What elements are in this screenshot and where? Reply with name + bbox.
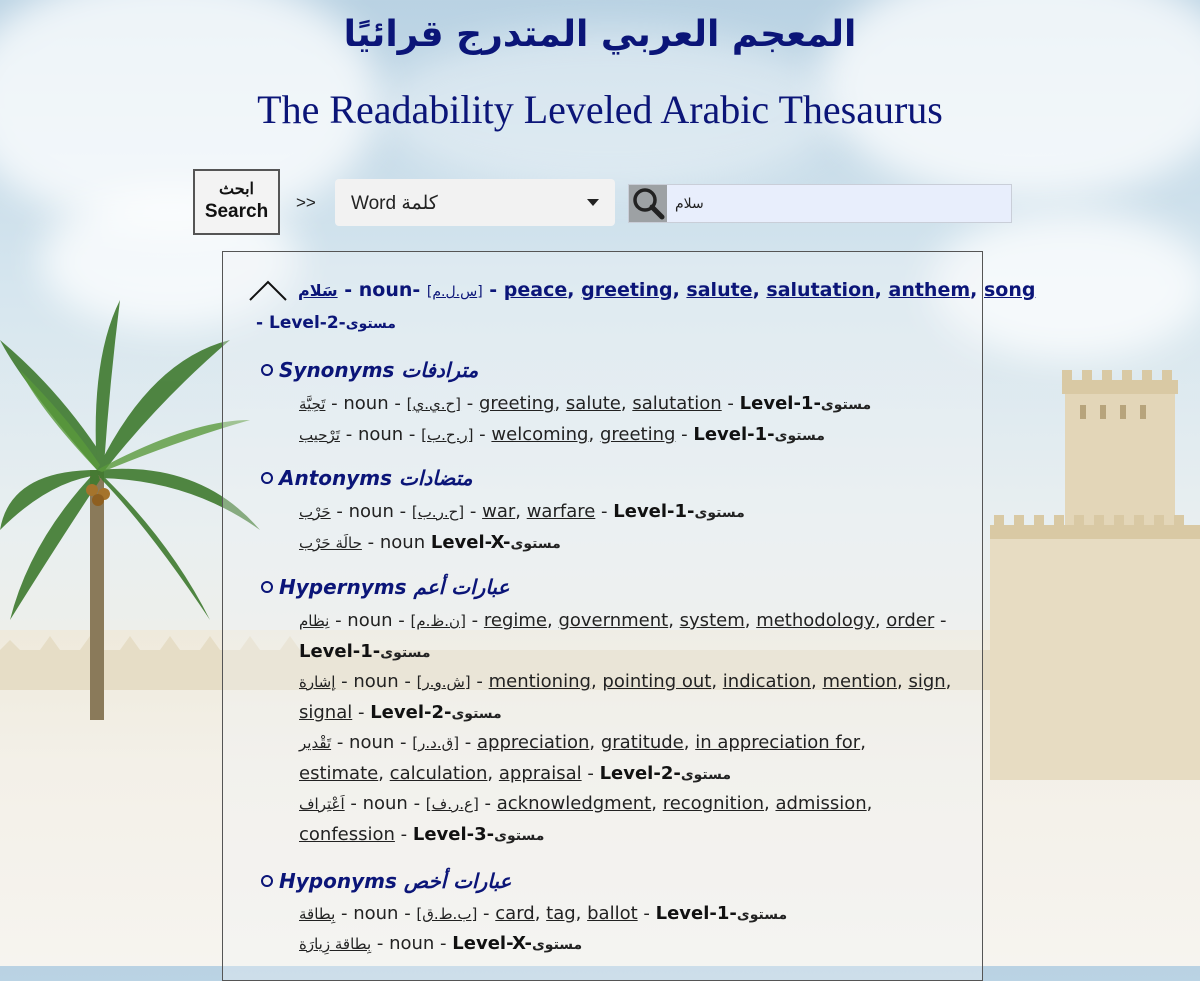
list-item-continued: estimate, calculation, appraisal - Level-2-مستوى [299, 763, 732, 784]
fort-tower-image [990, 360, 1200, 780]
entry-level-ar: مستوى [345, 316, 396, 332]
meaning-link[interactable]: welcoming [491, 424, 589, 445]
search-button[interactable] [193, 169, 280, 235]
list-item: تَحِيَّة - noun - [ح.ي.ي] - greeting, salute, salutation - Level-1-مستوى [299, 393, 872, 414]
results-panel [222, 251, 1036, 981]
meaning-link[interactable]: gratitude [600, 732, 684, 753]
meaning-link[interactable]: sign [908, 671, 946, 692]
entry-pos: noun [358, 279, 413, 301]
level-label: Level-1- [693, 424, 775, 445]
list-item: حالَة حَرْب - noun Level-X-مستوى [299, 532, 561, 553]
entry-headline: سَلام - noun- [س.ل.م] - peace, greeting, salute, salutation, anthem, song [298, 279, 1036, 301]
pos-label: noun [379, 532, 426, 553]
meaning-link[interactable]: appraisal [498, 763, 582, 784]
root-link[interactable]: [ب.ط.ق] [416, 905, 478, 923]
word-link[interactable]: تَقْدير [299, 734, 332, 752]
entry-meaning[interactable]: greeting [581, 279, 673, 301]
meaning-link[interactable]: card [495, 903, 535, 924]
list-item: اَعْتِراف - noun - [ع.ر.ف] - acknowledgment, recognition, admission, [299, 793, 873, 814]
root-link[interactable]: [ح.ي.ي] [406, 395, 462, 413]
root-link[interactable]: [ع.ر.ف] [425, 795, 479, 813]
search-icon[interactable] [629, 185, 667, 222]
root-link[interactable]: [ر.ح.ب] [421, 426, 474, 444]
level-ar: مستوى [531, 937, 583, 953]
section-title-ar: مترادفات [401, 358, 479, 382]
level-ar: مستوى [694, 505, 745, 521]
root-link[interactable]: [ن.ظ.م] [410, 612, 466, 630]
search-input[interactable] [669, 185, 1009, 222]
meaning-link[interactable]: appreciation [477, 732, 590, 753]
level-label: Level-2- [370, 702, 452, 723]
level-ar: مستوى [736, 907, 788, 923]
entry-level: - Level-2-مستوى [256, 313, 396, 333]
search-box [628, 184, 1012, 223]
meaning-link[interactable]: government [558, 610, 669, 631]
search-mode-select[interactable] [335, 179, 615, 226]
meaning-link[interactable]: pointing out [602, 671, 712, 692]
section-title-ar: متضادات [399, 466, 473, 490]
word-link[interactable]: اَعْتِراف [299, 795, 345, 813]
meaning-link[interactable]: tag [546, 903, 576, 924]
meaning-link[interactable]: admission [775, 793, 867, 814]
meaning-link[interactable]: confession [299, 824, 395, 845]
meaning-link[interactable]: methodology [756, 610, 875, 631]
list-item: حَرْب - noun - [ح.ر.ب] - war, warfare - Level-1-مستوى [299, 501, 745, 522]
meaning-link[interactable]: ballot [587, 903, 638, 924]
root-link[interactable]: [ش.و.ر] [416, 673, 471, 691]
level-ar: مستوى [820, 397, 872, 413]
level-label: Level-3- [412, 824, 495, 845]
meaning-link[interactable]: estimate [299, 763, 379, 784]
word-link[interactable]: حالَة حَرْب [299, 534, 362, 552]
word-link[interactable]: إشارة [299, 673, 336, 691]
collapse-caret-icon[interactable] [248, 278, 288, 302]
list-item: إشارة - noun - [ش.و.ر] - mentioning, pointing out, indication, mention, sign, [299, 671, 952, 692]
section-title-ar: عبارات أعم [413, 575, 510, 599]
section-title-en: Hyponyms [279, 869, 397, 893]
pos-label: noun [353, 671, 399, 692]
search-button-label-en: Search [204, 201, 269, 223]
meaning-link[interactable]: calculation [389, 763, 488, 784]
list-item: بِطاقة زِيارَة - noun - Level-X-مستوى [299, 933, 583, 954]
entry-meaning[interactable]: salute [686, 279, 753, 301]
section-title-en: Hypernyms [279, 575, 407, 599]
level-label: Level-1- [613, 501, 695, 522]
pos-label: noun [349, 732, 395, 753]
level-label: Level-1- [739, 393, 821, 414]
meaning-link[interactable]: regime [483, 610, 548, 631]
list-item-continued: signal - Level-2-مستوى [299, 702, 502, 723]
level-ar: مستوى [451, 706, 502, 722]
meaning-link[interactable]: in appreciation for [695, 732, 861, 753]
section-hypernyms-heading [261, 575, 509, 599]
pos-label: noun [389, 933, 435, 954]
word-link[interactable]: تَرْحيب [299, 426, 340, 444]
root-link[interactable]: [ق.د.ر] [412, 734, 460, 752]
pos-label: noun [357, 424, 404, 445]
list-item-continued [299, 641, 431, 662]
site-title-english: The Readability Leveled Arabic Thesaurus [257, 87, 943, 132]
level-label: Level-2- [599, 763, 681, 784]
level-label: Level-1- [655, 903, 737, 924]
word-link[interactable]: بِطاقة زِيارَة [299, 935, 372, 953]
chevron-down-icon [587, 199, 599, 206]
section-title-en: Synonyms [279, 358, 395, 382]
pos-label: noun [353, 903, 399, 924]
pos-label: noun [343, 393, 389, 414]
pos-label: noun [347, 610, 393, 631]
level-ar: مستوى [774, 428, 825, 444]
list-item: بِطاقة - noun - [ب.ط.ق] - card, tag, ballot - Level-1-مستوى [299, 903, 788, 924]
entry-level-value: Level-2- [268, 313, 346, 333]
level-label: Level-1- [299, 641, 381, 662]
word-link[interactable]: نِظام [299, 612, 330, 630]
section-antonyms-heading [261, 466, 473, 490]
meaning-link[interactable]: salute [565, 393, 621, 414]
section-synonyms-heading [261, 358, 478, 382]
bullet-icon [261, 472, 273, 484]
list-item: تَرْحيب - noun - [ر.ح.ب] - welcoming, greeting - Level-1-مستوى [299, 424, 825, 445]
level-ar: مستوى [494, 828, 545, 844]
meaning-link[interactable]: order [886, 610, 935, 631]
level-ar: مستوى [510, 536, 561, 552]
arrows-indicator: >> [296, 193, 316, 212]
meaning-link[interactable]: mentioning [488, 671, 591, 692]
meaning-link[interactable]: greeting [478, 393, 555, 414]
entry-meaning[interactable]: peace [503, 279, 568, 301]
root-link[interactable]: [ح.ر.ب] [411, 503, 465, 521]
search-mode-value: Word كلمة [351, 193, 438, 214]
meaning-link[interactable]: greeting [599, 424, 676, 445]
entry-root[interactable]: [س.ل.م] [426, 284, 483, 300]
search-button-label-ar: ابحث [219, 181, 254, 199]
level-label: Level-X- [452, 933, 532, 954]
level-ar: مستوى [380, 645, 431, 661]
pos-label: noun [362, 793, 408, 814]
word-link[interactable]: حَرْب [299, 503, 331, 521]
bullet-icon [261, 875, 273, 887]
meaning-link[interactable]: signal [299, 702, 353, 723]
meaning-link[interactable]: system [679, 610, 745, 631]
pos-label: noun [348, 501, 394, 522]
word-link[interactable]: بِطاقة [299, 905, 336, 923]
level-ar: مستوى [680, 767, 732, 783]
meaning-link[interactable]: salutation [632, 393, 722, 414]
level-label: Level-X- [430, 532, 511, 553]
section-title-ar: عبارات أخص [403, 869, 512, 893]
list-item: نِظام - noun - [ن.ظ.م] - regime, government, system, methodology, order - [299, 610, 947, 631]
section-hyponyms-heading [261, 869, 511, 893]
meaning-link[interactable]: war [482, 501, 516, 522]
site-title-arabic: المعجم العربي المتدرج قرائيًا [343, 14, 857, 55]
entry-meaning[interactable]: song [983, 279, 1036, 301]
meaning-link[interactable]: mention [822, 671, 897, 692]
bullet-icon [261, 581, 273, 593]
section-title-en: Antonyms [279, 466, 393, 490]
list-item: تَقْدير - noun - [ق.د.ر] - appreciation, gratitude, in appreciation for, [299, 732, 866, 753]
entry-word[interactable]: سَلام [298, 281, 338, 300]
entry-meaning[interactable]: anthem [888, 279, 971, 301]
meaning-link[interactable]: recognition [662, 793, 765, 814]
meaning-link[interactable]: indication [722, 671, 812, 692]
list-item-continued: confession - Level-3-مستوى [299, 824, 545, 845]
word-link[interactable]: تَحِيَّة [299, 395, 326, 413]
meaning-link[interactable]: acknowledgment [496, 793, 652, 814]
meaning-link[interactable]: warfare [526, 501, 596, 522]
bullet-icon [261, 364, 273, 376]
entry-meaning[interactable]: salutation [766, 279, 875, 301]
